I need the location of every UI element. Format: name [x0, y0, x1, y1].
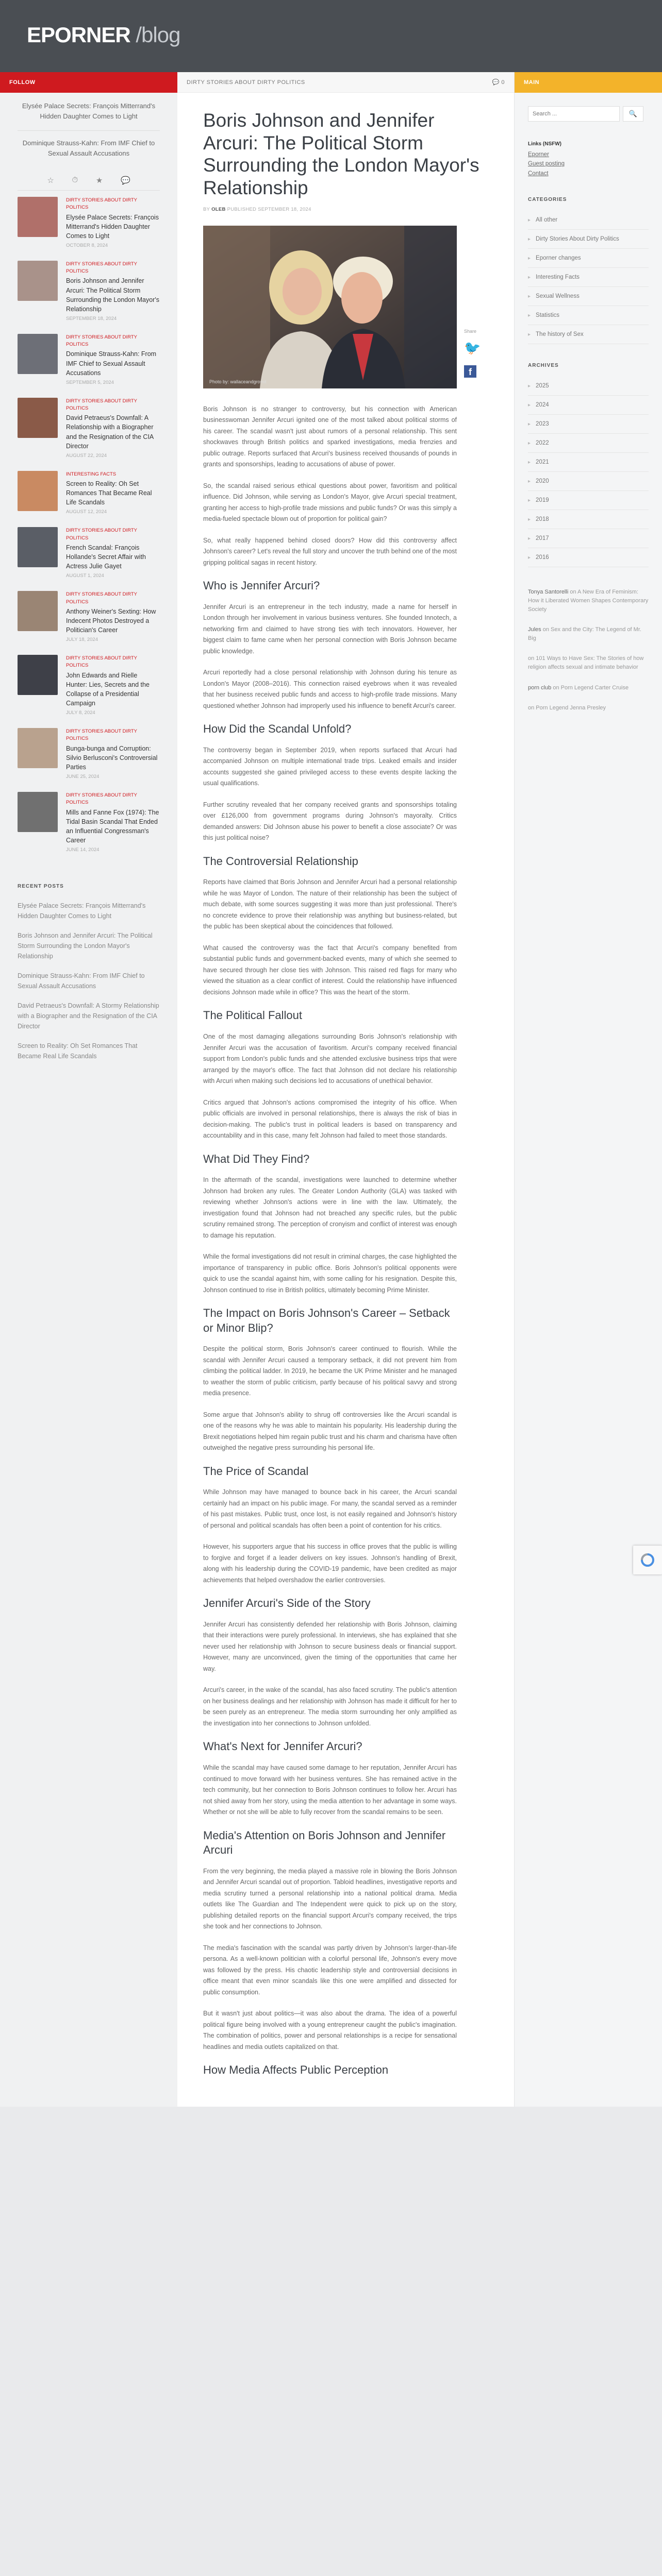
top-rated-icon[interactable]: ★ — [95, 176, 103, 185]
post-date: JULY 8, 2024 — [66, 710, 95, 716]
comment-post-link[interactable]: on A New Era of Feminism: How it Liberated Women Shapes Contemporary Society — [528, 589, 649, 613]
side-post[interactable] — [18, 398, 160, 459]
side-post[interactable] — [18, 527, 160, 579]
comment-bubble-icon: 💬 — [492, 79, 502, 86]
top-link[interactable]: Elysée Palace Secrets: François Mitterrand's Hidden Daughter Comes to Light — [22, 102, 156, 120]
comment-post-link[interactable]: on Sex and the City: The Legend of Mr. Big — [528, 626, 641, 642]
post-title-link[interactable]: David Petraeus's Downfall: A Relationship with a Biographer and the Resignation of the CIA Director — [66, 414, 154, 450]
paragraph: However, his supporters argue that his success in office proves that the public is willing to forgive and forget if a leader delivers on key issues. Johnson's handling of Brexit, along with his leadership during the COVID-19 pandemic, have been credited as major achievements that helped overshadow the earlier controversies. — [203, 1543, 457, 1584]
comment-post-link[interactable]: on Porn Legend Carter Cruise — [553, 684, 629, 691]
side-post[interactable] — [18, 591, 160, 642]
post-title-link[interactable]: Boris Johnson and Jennifer Arcuri: The Political Storm Surrounding the London Mayor's Relationship — [66, 277, 159, 313]
category-link[interactable]: DIRTY STORIES ABOUT DIRTY POLITICS — [187, 79, 305, 86]
recent-comments — [515, 567, 662, 712]
archive-label: 2025 — [536, 383, 549, 389]
section-heading: What Did They Find? — [203, 1152, 310, 1165]
post-title: Boris Johnson and Jennifer Arcuri: The Political Storm Surrounding the London Mayor's Relationship — [203, 110, 479, 198]
section-heading: Media's Attention on Boris Johnson and Jennifer Arcuri — [203, 1828, 446, 1857]
featured-image — [203, 226, 457, 388]
post-date: AUGUST 22, 2024 — [66, 452, 107, 459]
paragraph: Boris Johnson is no stranger to controversy, but his connection with American businesswoman Jennifer Arcuri ignited one of the most talked about political storms of his career. The scandal wasn't just about rumors of a personal relationship. This sent shockwaves through British politics and sparked investigations, media frenzies and public outrage. Reports surfaced that Arcuri's business received thousands of pounds in grants and sponsorships, leading to accusations of abuse of power. — [203, 405, 457, 468]
paragraph: The media's fascination with the scandal was partly driven by Johnson's larger-than-life persona. As a well-known politician with a colorful personal life, Johnson's every move was followed by the press. His chaotic leadership style and controversial decisions in office meant that even minor scandals like this one were amplified and dissected for public consumption. — [203, 1944, 457, 1996]
comment-post-link[interactable]: on 101 Ways to Have Sex: The Stories of how religion affects sexual and intimate behavior — [528, 655, 644, 671]
post-title-link[interactable]: French Scandal: François Hollande's Secret Affair with Actress Julie Gayet — [66, 544, 146, 570]
category-label: Interesting Facts — [536, 274, 580, 281]
section-heading: How Did the Scandal Unfold? — [203, 722, 352, 736]
category-label: Sexual Wellness — [536, 293, 580, 300]
post-date: OCTOBER 8, 2024 — [66, 242, 108, 248]
side-post-list — [0, 191, 177, 853]
recent-post-link[interactable]: Dominique Strauss-Kahn: From IMF Chief to Sexual Assault Accusations — [18, 972, 145, 990]
calendar-icon: ▸ — [528, 478, 531, 484]
section-heading: The Impact on Boris Johnson's Career – Setback or Minor Blip? — [203, 1307, 450, 1334]
comment-author[interactable]: porn club — [528, 684, 552, 691]
post-thumbnail[interactable] — [18, 591, 58, 631]
calendar-icon: ▸ — [528, 516, 531, 522]
top-link[interactable]: Dominique Strauss-Kahn: From IMF Chief to Sexual Assault Accusations — [22, 139, 155, 157]
side-post[interactable] — [18, 655, 160, 716]
facebook-icon[interactable]: f — [464, 365, 476, 378]
popular-icon[interactable]: ☆ — [47, 176, 54, 185]
recent-comment — [528, 625, 649, 643]
section-heading: The Controversial Relationship — [203, 854, 358, 868]
recaptcha-badge[interactable] — [633, 1546, 662, 1574]
category-item[interactable] — [528, 306, 649, 325]
folder-icon: ▸ — [528, 255, 531, 261]
paragraph: While Johnson may have managed to bounce back in his career, the Arcuri scandal certainly had an impact on his public image. For many, the scandal served as a reminder of his past mistakes. Public trust, once lost, is not easily regained and Johnson's history of personal and political scandals has often been a point of contention for his critics. — [203, 1488, 457, 1529]
search-input[interactable] — [528, 106, 620, 122]
category-label: Eporner changes — [536, 255, 581, 262]
side-post[interactable] — [18, 792, 160, 853]
archive-label: 2023 — [536, 421, 549, 428]
main-label: MAIN — [524, 79, 540, 86]
paragraph: So, the scandal raised serious ethical questions about power, favoritism and political influence. Did Johnson, while serving as London's Mayor, give Arcuri special treatment, granting her access to high-profile trade missions and public funds? Or was this simply a media-fueled spectacle blown out of proportion for political gain? — [203, 482, 457, 523]
post-thumbnail[interactable] — [18, 398, 58, 438]
paragraph: From the very beginning, the media played a massive role in blowing the Boris Johnson and Jennifer Arcuri scandal out of proportion. Tabloid headlines, investigative reports and media scrutiny turned a personal relationship into a national political drama. Media outlets like The Guardian and The Independent were quick to pick up on the story, publishing detailed reports on the financial support Arcuri's company received, the trips she took and her connections to Johnson. — [203, 1867, 457, 1930]
recent-post-link[interactable]: David Petraeus's Downfall: A Stormy Relationship with a Biographer and the Resignation of the CIA Director — [18, 1002, 159, 1030]
comment-count[interactable] — [492, 79, 505, 86]
archive-item[interactable] — [528, 377, 649, 396]
calendar-icon: ▸ — [528, 535, 531, 541]
site-logo[interactable] — [27, 23, 180, 47]
archive-item[interactable] — [528, 472, 649, 491]
calendar-icon: ▸ — [528, 459, 531, 465]
links-widget — [515, 122, 662, 178]
archive-item[interactable] — [528, 510, 649, 529]
comment-count-value: 0 — [501, 79, 505, 86]
article-body — [203, 404, 457, 2078]
search-icon: 🔍 — [628, 110, 638, 117]
recent-post-link[interactable]: Screen to Reality: Oh Set Romances That Became Real Life Scandals — [18, 1042, 138, 1060]
comment-author[interactable]: Tonya Santorelli — [528, 589, 569, 596]
twitter-icon[interactable]: 🐦 — [464, 340, 481, 355]
section-heading: What's Next for Jennifer Arcuri? — [203, 1740, 362, 1753]
paragraph: What caused the controversy was the fact that Arcuri's company benefited from substantial public funds and government-backed events, many of which she seemed to have secured through her close ties with Johnson. This raised red flags for many who viewed the situation as a clear conflict of interest. Could the relationship have influenced decisions Johnson made while in office? This was the heart of the storm. — [203, 944, 457, 996]
right-sidebar — [514, 72, 662, 2107]
post-category[interactable]: DIRTY STORIES ABOUT DIRTY POLITICS — [66, 591, 137, 605]
recent-comment — [528, 588, 649, 614]
category-label: The history of Sex — [536, 331, 584, 338]
post-category[interactable]: DIRTY STORIES ABOUT DIRTY POLITICS — [66, 334, 137, 348]
post-thumbnail[interactable] — [18, 728, 58, 768]
section-heading: The Price of Scandal — [203, 1464, 309, 1478]
post-title-link[interactable]: Screen to Reality: Oh Set Romances That Became Real Life Scandals — [66, 480, 152, 506]
post-thumbnail[interactable] — [18, 197, 58, 237]
section-heading: How Media Affects Public Perception — [203, 2063, 389, 2077]
calendar-icon: ▸ — [528, 440, 531, 446]
archive-label: 2017 — [536, 535, 549, 542]
post-category[interactable]: INTERESTING FACTS — [66, 471, 117, 477]
post-date: AUGUST 12, 2024 — [66, 509, 107, 515]
paragraph: Arcuri's career, in the wake of the scandal, has also faced scrutiny. The public's attention on her business dealings and her relationship with Johnson has made it difficult for her to be seen purely as an entrepreneur. The media storm surrounding her only amplified as the investigation into her connections to Johnson unfolded. — [203, 1686, 457, 1727]
post-date: JULY 18, 2024 — [66, 637, 98, 643]
section-heading: Jennifer Arcuri's Side of the Story — [203, 1597, 371, 1610]
post-title-link[interactable]: Bunga-bunga and Corruption: Silvio Berlusconi's Controversial Parties — [66, 744, 158, 771]
site-header — [0, 0, 662, 72]
share-label: Share — [464, 328, 477, 334]
main-content — [177, 72, 514, 2107]
side-post[interactable] — [18, 728, 160, 779]
main-bar — [515, 72, 662, 93]
comment-author[interactable]: Jules — [528, 626, 541, 633]
author-link[interactable]: OLEB — [211, 206, 226, 212]
archive-item[interactable] — [528, 548, 649, 567]
section-heading: Who is Jennifer Arcuri? — [203, 579, 320, 592]
byline-by: BY — [203, 206, 210, 212]
post-thumbnail[interactable] — [18, 792, 58, 832]
post-category[interactable]: DIRTY STORIES ABOUT DIRTY POLITICS — [66, 728, 137, 742]
post-title-link[interactable]: Elysée Palace Secrets: François Mitterrand's Hidden Daughter Comes to Light — [66, 213, 159, 240]
archive-item[interactable] — [528, 453, 649, 472]
folder-icon: ▸ — [528, 312, 531, 318]
search-button[interactable] — [623, 106, 643, 122]
post-category[interactable]: DIRTY STORIES ABOUT DIRTY POLITICS — [66, 655, 137, 669]
calendar-icon: ▸ — [528, 554, 531, 561]
byline-date: PUBLISHED SEPTEMBER 18, 2024 — [227, 206, 311, 212]
side-post[interactable] — [18, 334, 160, 385]
calendar-icon: ▸ — [528, 421, 531, 427]
folder-icon: ▸ — [528, 274, 531, 280]
archive-label: 2016 — [536, 554, 549, 561]
folder-icon: ▸ — [528, 217, 531, 223]
category-item[interactable] — [528, 268, 649, 287]
paragraph: Jennifer Arcuri has consistently defended her relationship with Boris Johnson, claiming that their interactions were purely professional. In interviews, she has explained that she never used her relationship with Johnson to secure business deals or financial support. However, many are unconvinced, given the timing of the opportunities that came her way. — [203, 1620, 457, 1672]
folder-icon: ▸ — [528, 293, 531, 299]
categories-widget — [515, 178, 662, 344]
recent-posts-title: RECENT POSTS — [18, 884, 64, 889]
post-date: AUGUST 1, 2024 — [66, 573, 104, 579]
comment-post-link[interactable]: on Porn Legend Jenna Presley — [528, 704, 606, 711]
folder-icon: ▸ — [528, 236, 531, 242]
category-label: All other — [536, 217, 558, 224]
top-links — [0, 93, 177, 158]
archive-label: 2020 — [536, 478, 549, 485]
archive-label: 2024 — [536, 402, 549, 409]
archive-item[interactable] — [528, 434, 649, 453]
post-thumbnail[interactable] — [18, 334, 58, 374]
post-title-link[interactable]: John Edwards and Rielle Hunter: Lies, Secrets and the Collapse of a Presidential Campaign — [66, 671, 150, 707]
post-thumbnail[interactable] — [18, 261, 58, 301]
recent-comment — [528, 684, 649, 692]
archive-label: 2019 — [536, 497, 549, 504]
categories-title: CATEGORIES — [528, 197, 567, 203]
left-sidebar — [0, 72, 177, 2107]
paragraph: In the aftermath of the scandal, investigations were launched to determine whether Johnson had broken any rules. The Greater London Authority (GLA) was tasked with reviewing whether Johnson's actions were in line with the law. Ultimately, the investigation found that Johnson had not breached any specific rules, but the public scrutiny remained strong. The perception of cronyism and conflict of interest was enough to damage his reputation. — [203, 1176, 457, 1239]
post-title-link[interactable]: Anthony Weiner's Sexting: How Indecent Photos Destroyed a Politician's Career — [66, 607, 156, 634]
archive-item[interactable] — [528, 415, 649, 434]
post-date: JUNE 14, 2024 — [66, 847, 100, 853]
byline — [203, 207, 488, 212]
paragraph: The controversy began in September 2019, when reports surfaced that Arcuri had accompanied Johnson on multiple international trade trips. Leaked emails and insider accounts suggested she gained privileged access to these events despite lacking the usual qualifications. — [203, 746, 457, 787]
paragraph: So, what really happened behind closed doors? How did this controversy affect Johnson's career? Let's reveal the full story and uncover the truth behind one of the most gripping political sagas in recent history. — [203, 536, 457, 566]
paragraph: Reports have claimed that Boris Johnson and Jennifer Arcuri had a personal relationship while he was Mayor of London. The nature of their relationship has been the subject of much debate, with some sources suggesting it was more than just professional. There's no concrete evidence to prove their relationship was anything but business-related, but the public has been skeptical about the coincidences that followed. — [203, 878, 457, 930]
paragraph: Further scrutiny revealed that her company received grants and sponsorships totaling over £126,000 from government programs during Johnson's mayoralty. Critics demanded answers: Did Johnson abuse his power to benefit a close associate? Or was this just political noise? — [203, 801, 457, 842]
recent-comment — [528, 654, 649, 672]
category-label: Dirty Stories About Dirty Politics — [536, 236, 619, 243]
category-bar — [177, 72, 514, 93]
article — [177, 93, 514, 2107]
recent-icon[interactable]: ⏱ — [72, 176, 78, 184]
recent-comment — [528, 704, 649, 713]
category-item[interactable] — [528, 325, 649, 344]
category-item[interactable] — [528, 211, 649, 230]
paragraph: While the formal investigations did not result in criminal charges, the case highlighted the importance of transparency in public office. Boris Johnson's political opponents were quick to use the scandal against him, with some calling for his resignation. Despite this, Johnson continued to rise in British politics, ultimately becoming Prime Minister. — [203, 1253, 457, 1294]
post-date: SEPTEMBER 18, 2024 — [66, 315, 117, 321]
folder-icon: ▸ — [528, 331, 531, 337]
post-category[interactable]: DIRTY STORIES ABOUT DIRTY POLITICS — [66, 261, 137, 275]
category-label: Statistics — [536, 312, 560, 319]
paragraph: One of the most damaging allegations surrounding Boris Johnson's relationship with Jennifer Arcuri was the accusation of favoritism. Arcuri's company received financial support from London's public funds and she attended exclusive business trips that were arranged by the mayor's office. The fact that Johnson did not declare his relationship with Arcuri when making such decisions led to accusations of unethical behavior. — [203, 1033, 457, 1084]
link-contact[interactable]: Contact — [528, 170, 549, 177]
post-thumbnail[interactable] — [18, 527, 58, 567]
paragraph: Jennifer Arcuri is an entrepreneur in the tech industry, made a name for herself in London through her involvement in various business ventures. She founded Innotech, a networking firm and claimed to have strong ties with tech innovators. However, her biggest claim to fame came when her personal connection with Boris Johnson became public knowledge. — [203, 603, 457, 655]
section-heading: The Political Fallout — [203, 1009, 302, 1022]
category-item[interactable] — [528, 230, 649, 249]
post-title-link[interactable]: Dominique Strauss-Kahn: From IMF Chief to Sexual Assault Accusations — [66, 350, 157, 377]
image-credit: Photo by: wallaceandgromit — [209, 379, 267, 384]
recent-posts — [0, 865, 177, 1061]
search-form — [515, 93, 662, 122]
post-category[interactable]: DIRTY STORIES ABOUT DIRTY POLITICS — [66, 197, 137, 211]
archives-widget — [515, 344, 662, 567]
paragraph: Some argue that Johnson's ability to shrug off controversies like the Arcuri scandal is one of the reasons why he was able to maintain his popularity. His leadership during the Brexit negotiations helped him regain public trust and his charm and charisma have often outweighed the negative press surrounding his personal life. — [203, 1411, 457, 1452]
divider — [18, 130, 160, 131]
post-category[interactable]: DIRTY STORIES ABOUT DIRTY POLITICS — [66, 528, 137, 541]
recaptcha-icon — [640, 1552, 655, 1568]
side-post[interactable] — [18, 471, 160, 515]
category-item[interactable] — [528, 287, 649, 306]
post-category[interactable]: DIRTY STORIES ABOUT DIRTY POLITICS — [66, 792, 137, 806]
side-post[interactable] — [18, 197, 160, 248]
post-tabs — [18, 167, 160, 191]
link-eporner[interactable]: Eporner — [528, 151, 549, 158]
post-thumbnail[interactable] — [18, 655, 58, 695]
paragraph: While the scandal may have caused some damage to her reputation, Jennifer Arcuri has continued to move forward with her business ventures. She has remained active in the tech community, but her connection to Boris Johnson continues to follow her. Arcuri has not shied away from her story, using the media attention to her advantage in some ways. Whether or not she will be able to fully recover from the scandal remains to be seen. — [203, 1764, 457, 1816]
post-title-link[interactable]: Mills and Fanne Fox (1974): The Tidal Basin Scandal That Ended an Influential Congressman's Career — [66, 808, 159, 844]
follow-label: FOLLOW — [9, 79, 36, 86]
calendar-icon: ▸ — [528, 383, 531, 389]
post-thumbnail[interactable] — [18, 471, 58, 511]
calendar-icon: ▸ — [528, 402, 531, 408]
recent-post-link[interactable]: Boris Johnson and Jennifer Arcuri: The Political Storm Surrounding the London Mayor's Relationship — [18, 932, 153, 960]
featured-photo — [203, 226, 457, 388]
recent-post-link[interactable]: Elysée Palace Secrets: François Mitterrand's Hidden Daughter Comes to Light — [18, 902, 146, 920]
post-date: SEPTEMBER 5, 2024 — [66, 379, 114, 385]
archive-label: 2021 — [536, 459, 549, 466]
archive-item[interactable] — [528, 491, 649, 510]
archive-label: 2018 — [536, 516, 549, 523]
logo-sub: /blog — [130, 23, 180, 47]
follow-bar[interactable] — [0, 72, 177, 93]
share-box — [457, 226, 488, 388]
paragraph: Critics argued that Johnson's actions compromised the integrity of his office. When public officials are involved in personal relationships, there is always the risk of bias in decision-making. The public's trust in political leaders is based on transparency and accountability and in this case, many felt Johnson had failed to meet those standards. — [203, 1098, 457, 1139]
archive-item[interactable] — [528, 529, 649, 548]
side-post[interactable] — [18, 261, 160, 321]
calendar-icon: ▸ — [528, 497, 531, 503]
comments-icon[interactable]: 💬 — [120, 176, 130, 185]
category-item[interactable] — [528, 249, 649, 268]
archives-title: ARCHIVES — [528, 363, 559, 369]
links-title: Links (NSFW) — [528, 141, 561, 147]
paragraph: Arcuri reportedly had a close personal relationship with Johnson during his tenure as London's Mayor (2008–2016). This connection raised eyebrows when it was revealed that her business received public funds and access to high-profile trade missions. Many questioned whether Johnson had improperly used his influence to benefit Arcuri's career. — [203, 669, 457, 709]
archive-label: 2022 — [536, 440, 549, 447]
paragraph: Despite the political storm, Boris Johnson's career continued to flourish. While the scandal with Jennifer Arcuri caused a temporary setback, it did not prevent him from climbing the political ladder. In 2019, he became the UK Prime Minister and he managed to weather the storm of public criticism, partly because of his political savvy and strong media presence. — [203, 1345, 457, 1397]
logo-main: EPORNER — [27, 23, 130, 47]
paragraph: But it wasn't just about politics—it was also about the drama. The idea of a powerful political figure being involved with a young entrepreneur caught the public's imagination. The combination of politics, power and personal relationships is a recipe for sensational headlines and media outlets capitalized on that. — [203, 2010, 457, 2050]
link-guest-posting[interactable]: Guest posting — [528, 161, 565, 167]
archive-item[interactable] — [528, 396, 649, 415]
post-date: JUNE 25, 2024 — [66, 774, 100, 779]
post-category[interactable]: DIRTY STORIES ABOUT DIRTY POLITICS — [66, 398, 137, 411]
